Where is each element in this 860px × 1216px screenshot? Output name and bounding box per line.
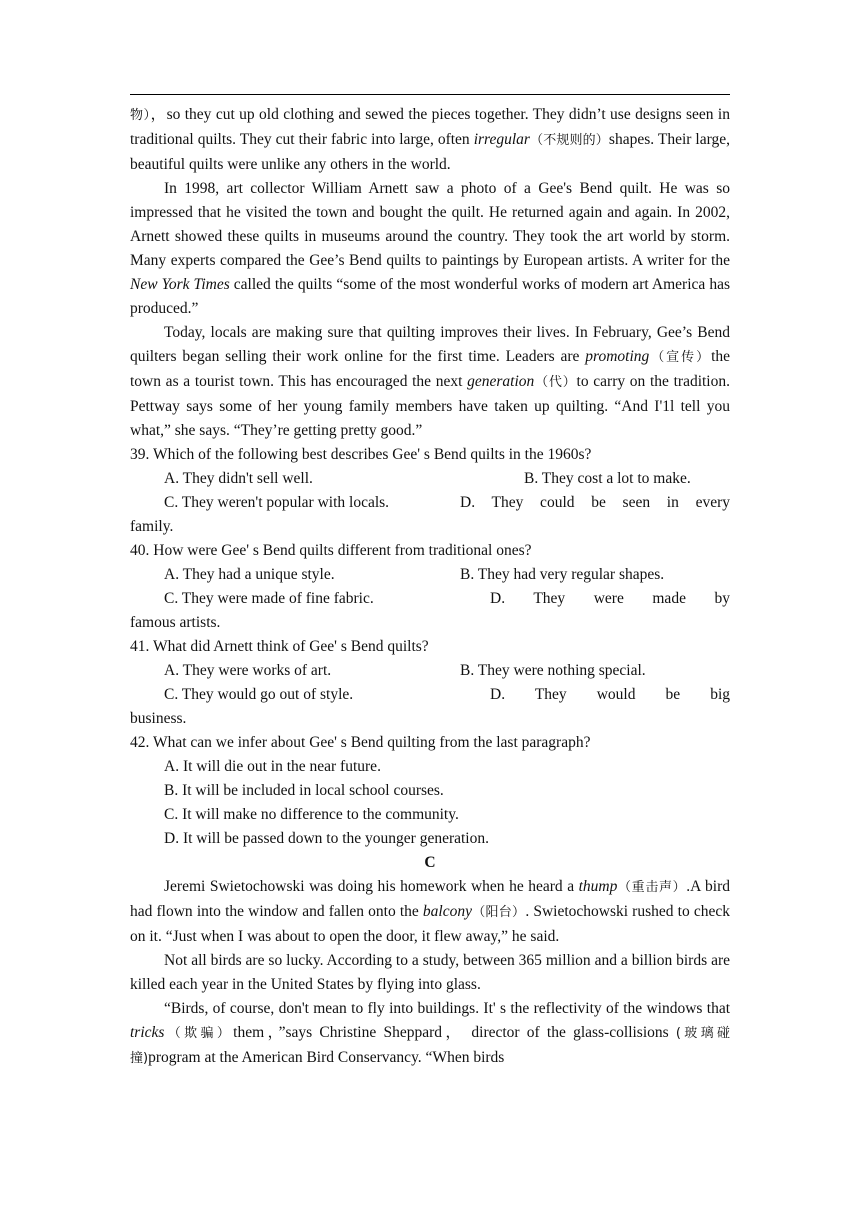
- option-d-continued: business.: [130, 710, 187, 727]
- option-d[interactable]: D. They could be seen in every: [460, 494, 730, 511]
- option-d[interactable]: D. They were made by: [490, 590, 730, 607]
- option-a[interactable]: A. It will die out in the near future.: [164, 758, 381, 775]
- question-stem: 39. Which of the following best describes Gee' s Bend quilts in the 1960s?: [130, 446, 592, 463]
- option-a[interactable]: A. They didn't sell well.: [164, 470, 313, 487]
- document-page: [130, 103, 730, 1071]
- question-40: [130, 539, 730, 635]
- option-b[interactable]: B. They cost a lot to make.: [524, 470, 691, 487]
- paragraph-quilts-design: 物），so they cut up old clothing and sewed the pieces together. They didn’t use designs seen in traditional quilts. They cut their fabric into large, often irregular（不规则的）shapes. Their large, beautiful quilts were unlike any others in the world.: [130, 106, 730, 173]
- question-39: [130, 443, 730, 539]
- option-d[interactable]: D. They would be big: [490, 686, 730, 703]
- option-a[interactable]: A. They had a unique style.: [164, 566, 335, 583]
- option-c[interactable]: C. It will make no difference to the community.: [164, 806, 459, 823]
- paragraph-bird-study: Not all birds are so lucky. According to a study, between 365 million and a billion birds are killed each year in the United States by flying into glass.: [130, 952, 730, 993]
- option-a[interactable]: A. They were works of art.: [164, 662, 332, 679]
- paragraph-today: Today, locals are making sure that quilting improves their lives. In February, Gee’s Bend quilters began selling their work online for the first time. Leaders are promoting（宣传）the town as a tourist town. This has encouraged the next generation（代）to carry on the tradition. Pettway says some of her young family members have taken up quilting. “And I'1l tell you what,” she says. “They’re getting pretty good.”: [130, 324, 730, 439]
- question-stem: 40. How were Gee' s Bend quilts different from traditional ones?: [130, 542, 532, 559]
- option-c[interactable]: C. They weren't popular with locals.: [164, 494, 390, 511]
- question-41: [130, 635, 730, 731]
- section-heading: C: [424, 854, 436, 871]
- header-rule: [130, 94, 730, 95]
- option-b[interactable]: B. It will be included in local school courses.: [164, 782, 444, 799]
- paragraph-arnett: In 1998, art collector William Arnett saw a photo of a Gee's Bend quilt. He was so impressed that he visited the town and bought the quilt. He returned again and again. In 2002, Arnett showed these quilts in museums around the country. They took the art world by storm. Many experts compared the Gee’s Bend quilts to paintings by European artists. A writer for the New York Times called the quilts “some of the most wonderful works of modern art America has produced.”: [130, 180, 731, 317]
- question-42: [130, 731, 730, 851]
- question-stem: 41. What did Arnett think of Gee' s Bend quilts?: [130, 638, 429, 655]
- paragraph-bird-thump: Jeremi Swietochowski was doing his homework when he heard a thump（重击声）.A bird had flown into the window and fallen onto the balcony（阳台）. Swietochowski rushed to check on it. “Just when I was about to open the door, it flew away,” he said.: [130, 878, 730, 945]
- option-b[interactable]: B. They had very regular shapes.: [460, 566, 665, 583]
- option-b[interactable]: B. They were nothing special.: [460, 662, 646, 679]
- option-c[interactable]: C. They were made of fine fabric.: [164, 590, 374, 607]
- option-c[interactable]: C. They would go out of style.: [164, 686, 354, 703]
- paragraph-reflectivity: “Birds, of course, don't mean to fly into buildings. It' s the reflectivity of the windows that tricks（欺骗）them，”says Christine Sheppard， director of the glass-collisions (玻璃碰撞)program at the American Bird Conservancy. “When birds: [130, 1000, 730, 1066]
- option-d-continued: family.: [130, 518, 174, 535]
- question-stem: 42. What can we infer about Gee' s Bend quilting from the last paragraph?: [130, 734, 591, 751]
- option-d[interactable]: D. It will be passed down to the younger generation.: [164, 830, 489, 847]
- option-d-continued: famous artists.: [130, 614, 221, 631]
